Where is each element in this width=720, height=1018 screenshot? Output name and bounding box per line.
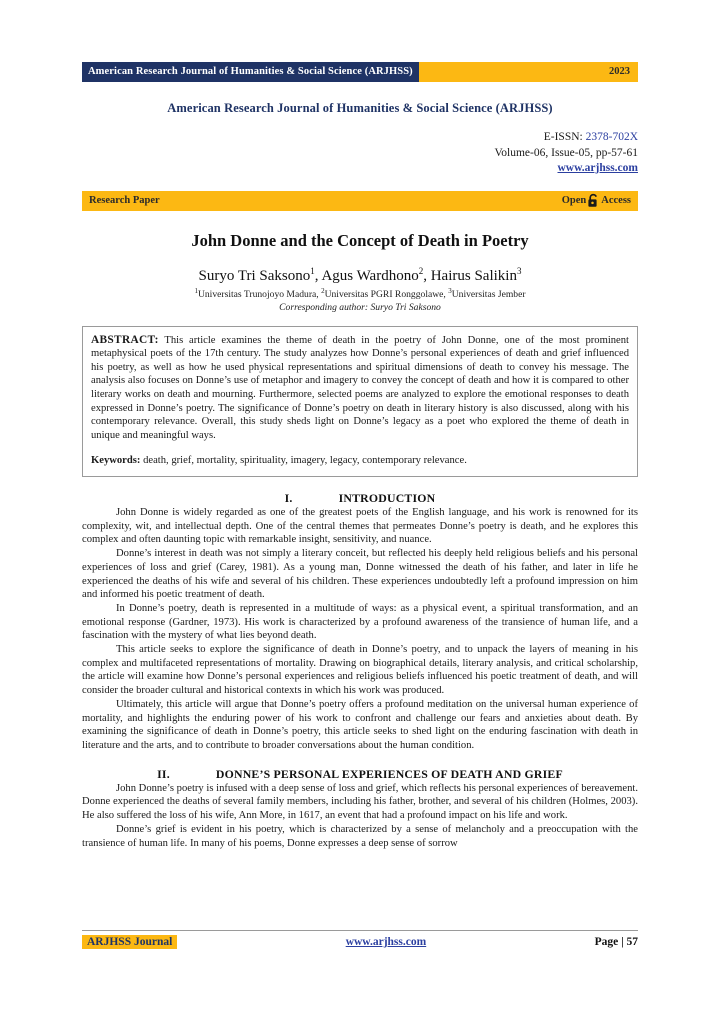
author-marker: 3 <box>516 265 522 276</box>
page-title: John Donne and the Concept of Death in Poetry <box>191 230 529 250</box>
keywords-label: Keywords: <box>91 455 141 467</box>
running-head-year: 2023 <box>609 66 630 77</box>
paragraph: John Donne’s poetry is infused with a deep sense of loss and grief, which reflects his personal experiences of bereavement. Donne experienced the deaths of several family members, including his father, brother, and several of his children (Holmes, 2003). He also suffered the loss of his wife, Ann More, in 1617, an event that had a profound impact on his life and work. <box>82 782 638 822</box>
paragraph: Donne’s grief is evident in his poetry, which is characterized by a sense of melancholy and a preoccupation with the transience of human life. In many of his poems, Donne expresses a deep sense of sorrow <box>82 823 638 849</box>
section-heading-introduction <box>82 491 638 506</box>
author-name: Agus Wardhono <box>321 267 419 284</box>
footer-row <box>82 935 638 949</box>
eissn-value: 2378-702X <box>585 131 638 143</box>
paragraph: This article seeks to explore the significance of death in Donne’s poetry, and to unpack the layers of meaning in his complex and multifaceted representations of mortality. Drawing on biographical details, literary analysis, and critical scholarship, the article will examine how Donne’s personal experiences and religious beliefs influenced his poetic treatment of death, and will consider the broader cultural and historical contexts in which his work was produced. <box>82 644 638 697</box>
affiliation-marker: 3 <box>448 286 452 295</box>
section-numeral: II. <box>157 766 170 781</box>
affiliation-name: Universitas Jember <box>451 288 526 300</box>
paragraph: Ultimately, this article will argue that Donne’s poetry offers a profound meditation on the universal human experience of mortality, and highlights the enduring power of his work to confront and challenge our fears and anxieties about death. By examining the significance of death in Donne’s poetry, this article seeks to shed light on the enduring fascination with death in literature and the arts, and to contribute to broader conversations about the human condition. <box>82 698 638 751</box>
section-numeral: I. <box>284 491 293 506</box>
page-footer <box>82 930 638 949</box>
eissn-line <box>82 130 638 146</box>
open-access-lock-icon <box>587 193 600 208</box>
open-access-label-group <box>562 193 631 208</box>
section-heading-personal-experiences <box>82 767 638 782</box>
section-title: DONNE’S PERSONAL EXPERIENCES OF DEATH AND GRIEF <box>215 766 563 781</box>
keywords-line <box>91 454 629 468</box>
research-paper-label: Research Paper <box>89 195 160 206</box>
running-head-journal: American Research Journal of Humanities & Social Science (ARJHSS) <box>82 62 419 82</box>
running-head-bar <box>82 62 638 82</box>
author-list: Suryo Tri Saksono$^1$, Agus Wardhono$^2$, Hairus Salikin$^3$ <box>198 265 522 284</box>
footer-website-link[interactable]: www.arjhss.com <box>345 936 427 948</box>
paragraph: John Donne is widely regarded as one of the greatest poets of the English language, and his work is renowned for its complexity, wit, and intellectual depth. One of the central themes that permeates Donne’s poetry is death, and he explores this complex and often daunting topic with remarkable insight, sensitivity, and nuance. <box>82 507 638 546</box>
paragraph: Donne’s interest in death was not simply a literary conceit, but reflected his deeply held religious beliefs and his personal experiences of loss and grief (Carey, 1981). As a young man, Donne witnessed the death of his father, and later in life he experienced the deaths of his wife and several of his children. These experiences undoubtedly left a profound impression on him and informed his poetic treatment of death. <box>82 548 638 601</box>
author-name: Suryo Tri Saksono <box>198 267 311 284</box>
open-access-access-text: Access <box>601 195 631 206</box>
section-title: INTRODUCTION <box>338 491 436 506</box>
affiliation-marker: 2 <box>321 286 325 295</box>
open-access-open-text: Open <box>561 195 587 206</box>
footer-journal-name: ARJHSS Journal <box>82 935 177 949</box>
abstract-label: ABSTRACT: <box>91 333 159 346</box>
abstract-box <box>82 326 638 477</box>
open-access-bar <box>82 191 638 211</box>
affiliation-name: Universitas Trunojoyo Madura, <box>197 288 319 300</box>
running-head-year-band <box>419 62 638 82</box>
page-content <box>82 62 638 850</box>
volume-issue-line: Volume-06, Issue-05, pp-57-61 <box>494 146 638 159</box>
affiliation-name: Universitas PGRI Ronggolawe, <box>324 288 446 300</box>
footer-page-number: Page | 57 <box>594 936 638 948</box>
footer-divider <box>82 930 638 931</box>
author-marker: 2 <box>418 265 424 276</box>
corresponding-author: Corresponding author: Suryo Tri Saksono <box>279 301 441 313</box>
abstract-paragraph <box>91 334 629 443</box>
keywords-values: death, grief, mortality, spirituality, imagery, legacy, contemporary relevance. <box>140 455 467 467</box>
journal-masthead-title: American Research Journal of Humanities & Social Science (ARJHSS) <box>167 101 553 115</box>
affiliation-marker: 1 <box>194 286 198 295</box>
eissn-label: E-ISSN: <box>543 131 583 143</box>
affiliation-list <box>82 287 638 300</box>
paragraph: In Donne’s poetry, death is represented in a multitude of ways: as a physical event, a spiritual transformation, and an emotional response (Gardner, 1973). His work is characterized by a profound awareness of the transience of human life, and a fascination with the mystery of what lies beyond death. <box>82 602 638 642</box>
journal-meta-block <box>82 130 638 177</box>
author-name: Hairus Salikin <box>430 267 517 284</box>
abstract-body: This article examines the theme of death in the poetry of John Donne, one of the most prominent metaphysical poets of the 17th century. The study analyzes how Donne’s personal experiences of death and grief influenced his poetry, as well as how he used physical representations and spiritual dimensions of death to convey his message. The analysis also focuses on Donne’s use of metaphor and imagery to convey the concept of death and how it is compared to other literary works on death and mourning. Furthermore, selected poems are analyzed to explore the emotional responses to death expressed in Donne’s poetry. The significance of Donne’s poetry on death in literary history is also discussed, along with his contemporary relevance. Overall, this study sheds light on Donne’s legacy as a poet who explored the theme of death in unique and meaningful ways. <box>91 334 629 441</box>
author-marker: 1 <box>310 265 315 276</box>
journal-website-link[interactable]: www.arjhss.com <box>557 162 638 174</box>
